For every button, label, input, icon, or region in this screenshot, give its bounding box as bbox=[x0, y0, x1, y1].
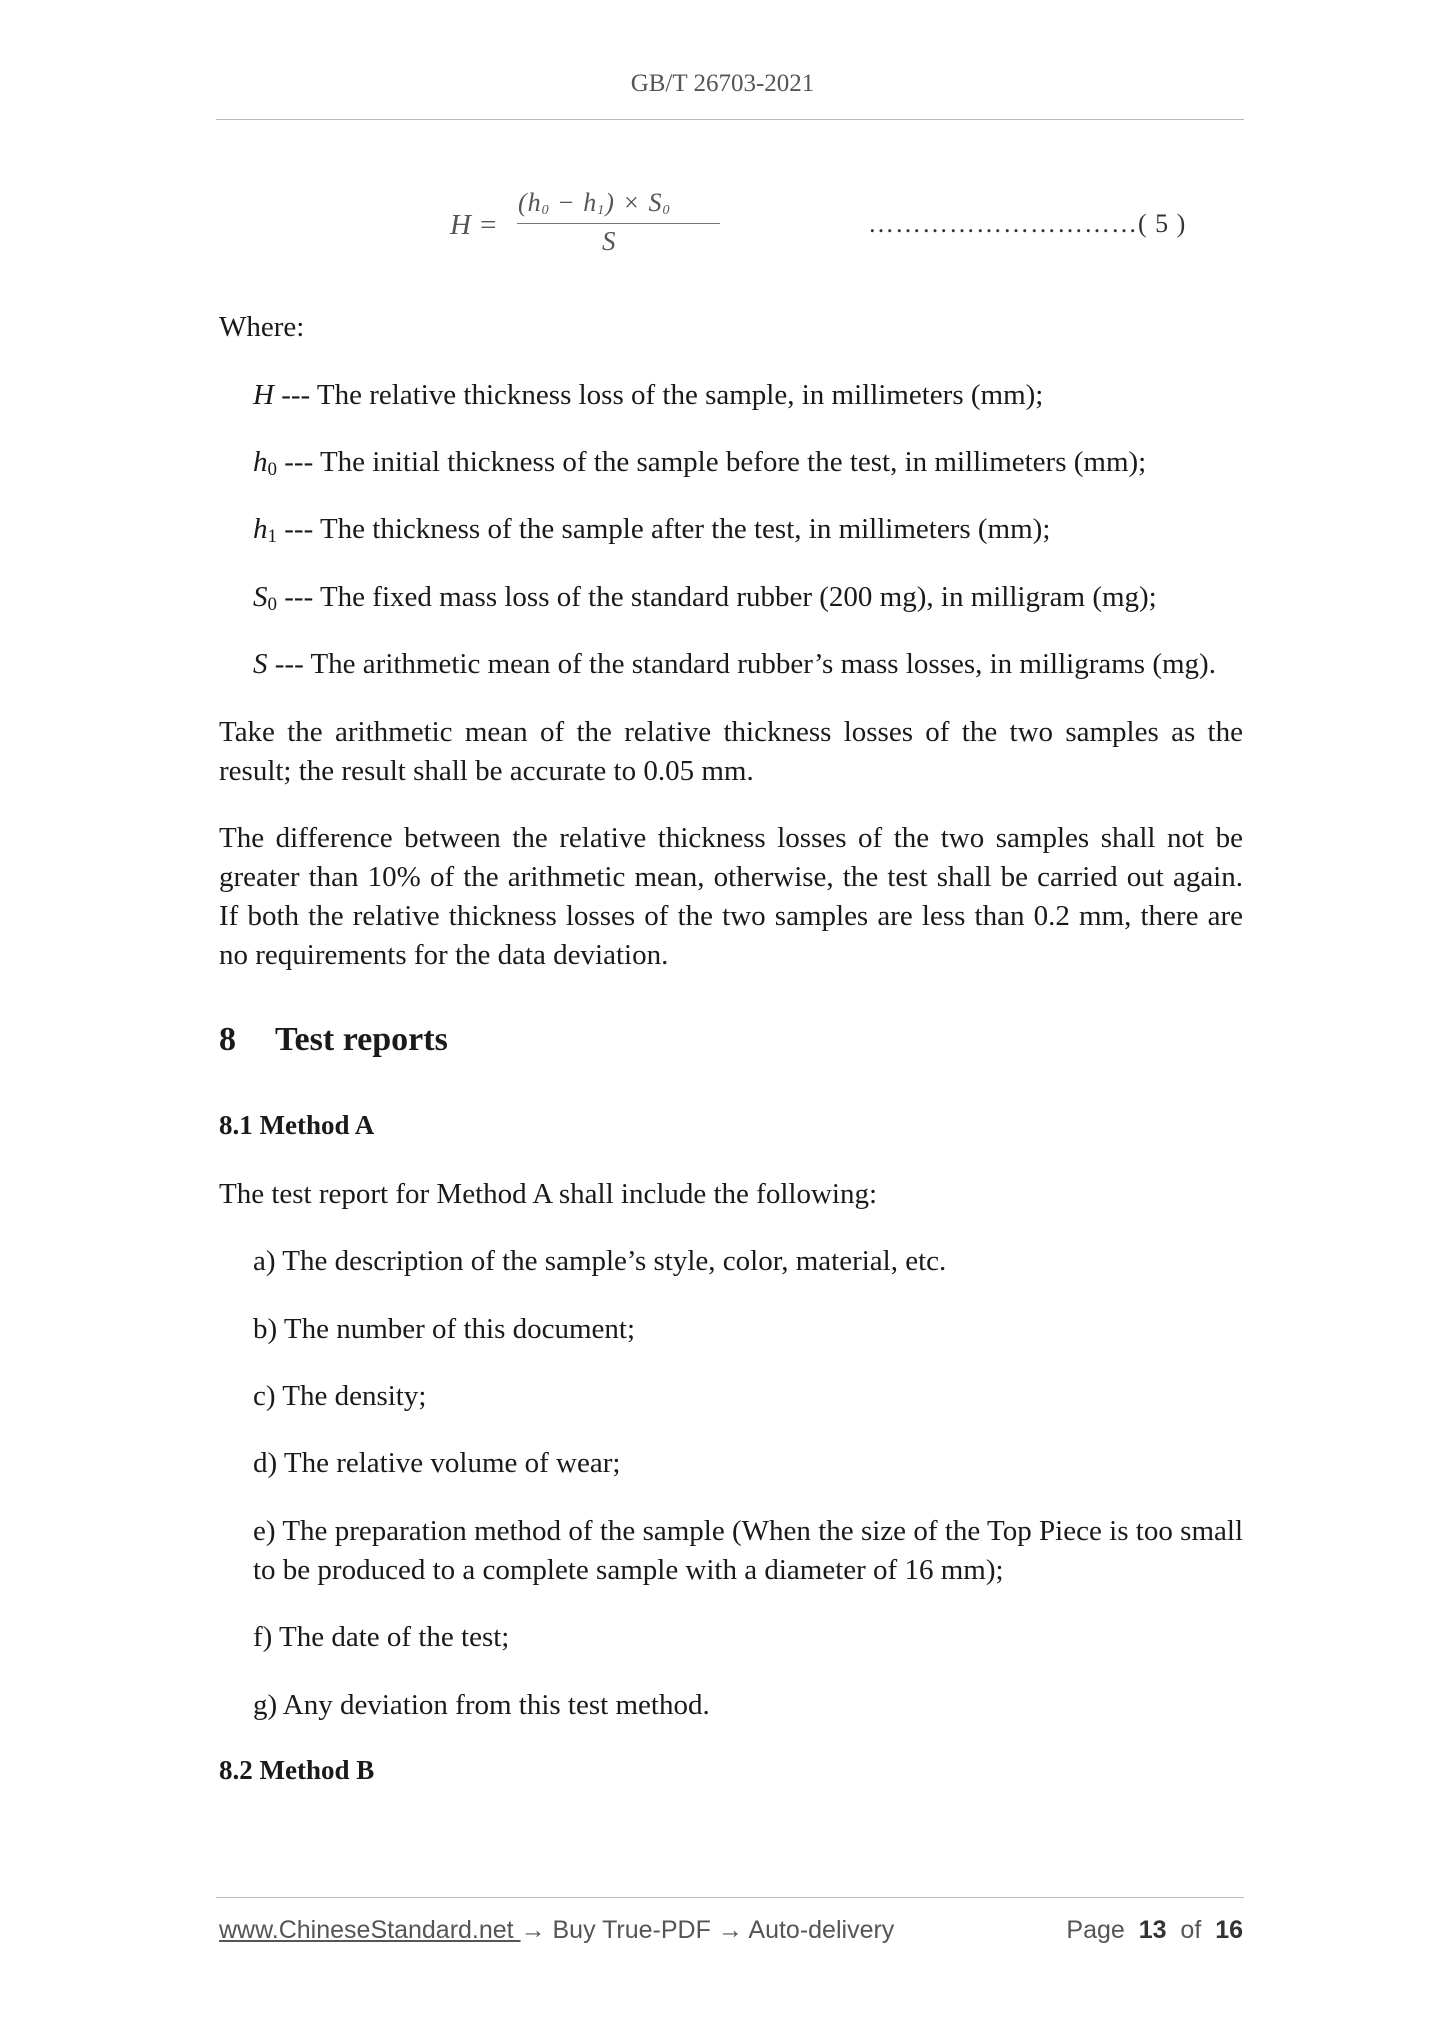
document-code-header: GB/T 26703-2021 bbox=[630, 70, 815, 97]
formula-numerator: $(h_0 - h_1) \times S_0$ bbox=[518, 188, 671, 218]
list-item: a) The description of the sample’s style, color, material, etc. bbox=[253, 1245, 947, 1277]
header-divider bbox=[216, 119, 1244, 120]
deviation-paragraph: The difference between the relative thickness losses of the two samples shall not be greater than 10% of the arithmetic mean, otherwise, the test shall be carried out again. If both the relative thickness losses of the two samples are less than 0.2 mm, there are no requirements for the data deviation. bbox=[219, 822, 1243, 971]
current-page: 13 bbox=[1138, 1916, 1167, 1944]
page-indicator: Page 13 of 16 bbox=[1066, 1916, 1243, 1944]
definition-item: $h_0$ --- The initial thickness of the sample before the test, in millimeters (mm); bbox=[253, 446, 1147, 480]
definition-item: S --- The arithmetic mean of the standard rubber’s mass losses, in milligrams (mg). bbox=[253, 648, 1216, 680]
arrow-right-icon: → bbox=[717, 1916, 743, 1944]
buy-label: Buy True-PDF bbox=[545, 1916, 718, 1944]
formula-denominator: S bbox=[602, 226, 616, 256]
where-label: Where: bbox=[219, 311, 305, 343]
list-item: g) Any deviation from this test method. bbox=[253, 1689, 710, 1721]
fraction-bar bbox=[517, 223, 720, 224]
list-item: f) The date of the test; bbox=[253, 1621, 510, 1653]
subsection-heading-method-b: 8.2 Method B bbox=[219, 1755, 375, 1785]
definition-item: $S_0$ --- The fixed mass loss of the standard rubber (200 mg), in milligram (mg); bbox=[253, 581, 1157, 615]
equation-number: …………………………( 5 ) bbox=[868, 209, 1187, 238]
definition-item: $h_1$ --- The thickness of the sample after the test, in millimeters (mm); bbox=[253, 513, 1051, 547]
footer bbox=[219, 1916, 1243, 1956]
list-item: d) The relative volume of wear; bbox=[253, 1447, 621, 1479]
subsection-heading-method-a: 8.1 Method A bbox=[219, 1110, 375, 1140]
delivery-label: Auto-delivery bbox=[742, 1916, 895, 1944]
section-heading: 8 Test reports bbox=[219, 1021, 448, 1058]
list-item: c) The density; bbox=[253, 1380, 427, 1412]
formula-5 bbox=[450, 188, 720, 260]
footer-divider bbox=[216, 1897, 1244, 1898]
list-item: b) The number of this document; bbox=[253, 1313, 636, 1345]
result-paragraph: Take the arithmetic mean of the relative thickness losses of the two samples as the result; the result shall be accurate to 0.05 mm. bbox=[219, 716, 1243, 787]
arrow-right-icon: → bbox=[520, 1916, 546, 1944]
total-pages: 16 bbox=[1215, 1916, 1243, 1944]
footer-links bbox=[219, 1916, 894, 1945]
list-item: e) The preparation method of the sample (When the size of the Top Piece is too small to be produced to a complete sample with a diameter of 16 mm); bbox=[253, 1515, 1243, 1586]
definition-item: H --- The relative thickness loss of the sample, in millimeters (mm); bbox=[253, 379, 1044, 411]
method-a-intro: The test report for Method A shall include the following: bbox=[219, 1178, 878, 1210]
formula-lhs: H = bbox=[450, 209, 498, 241]
website-link[interactable]: www.ChineseStandard.net bbox=[219, 1916, 521, 1944]
